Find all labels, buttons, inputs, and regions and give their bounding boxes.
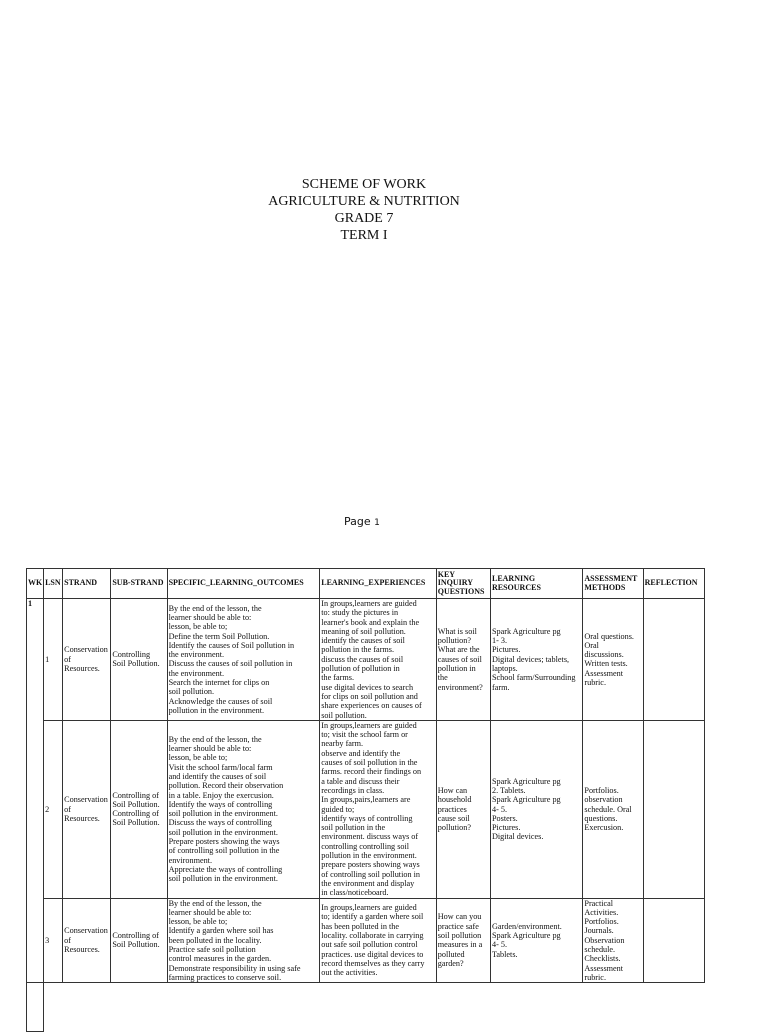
strand-cell — [63, 720, 111, 898]
questions-cell — [436, 720, 490, 898]
table-header-row — [27, 569, 705, 599]
cell-line: locality. collaborate in carrying — [321, 931, 424, 941]
cell-line: learner should be able to: — [168, 612, 252, 622]
cell-line: Resources. — [64, 813, 100, 823]
cell-line: By the end of the lesson, the — [168, 898, 262, 908]
cell-line: to: study the pictures in — [321, 608, 399, 618]
cell-line: By the end of the lesson, the — [168, 734, 262, 744]
cell-line: Spark Agriculture pg — [491, 776, 561, 786]
cell-line: to; identify a garden where soil — [321, 912, 424, 922]
cell-line: of — [64, 804, 71, 814]
assessment-cell — [583, 599, 643, 721]
cell-line: Digital devices. — [491, 832, 544, 842]
cell-line: Checklists. — [584, 954, 621, 964]
cell-line: for clips on soil pollution and — [321, 691, 418, 701]
resources-cell — [490, 898, 582, 983]
cell-line: the environment and display — [321, 878, 415, 888]
cell-line: Exercusion. — [584, 823, 624, 833]
title-line: TERM I — [340, 228, 388, 243]
cell-line: By the end of the lesson, the — [168, 603, 262, 613]
empty-cell — [44, 983, 63, 1032]
questions-cell — [436, 599, 490, 721]
cell-line: Controlling of — [112, 931, 159, 941]
empty-cell — [320, 983, 437, 1032]
cell-line: Portfolios. — [584, 785, 619, 795]
cell-line: causes of soil — [437, 654, 482, 664]
cell-line: practice safe — [437, 921, 479, 931]
reflection-cell — [643, 599, 704, 721]
cell-line: lesson, be able to; — [168, 753, 228, 763]
lesson-cell: 2 — [44, 720, 63, 898]
experiences-cell — [320, 720, 437, 898]
assessment-cell — [583, 720, 643, 898]
header-cell: STRAND — [63, 569, 111, 599]
cell-line: Discuss the causes of soil pollution in — [168, 659, 293, 669]
cell-line: Practice safe soil pollution — [168, 944, 256, 954]
cell-line: has been polluted in the — [321, 921, 400, 931]
cell-line: 1- 3. — [491, 636, 507, 646]
cell-line: of controlling soil pollution in the — [168, 846, 280, 856]
substrand-cell — [111, 898, 167, 983]
cell-line: prepare posters showing ways — [321, 860, 420, 870]
cell-line: Oral questions. — [584, 631, 634, 641]
cell-line: pollution of pollution in — [321, 664, 400, 674]
assessment-cell — [583, 898, 643, 983]
cell-line: Controlling of — [112, 790, 159, 800]
cell-line: observe and identify the — [321, 748, 401, 758]
cell-line: rubric. — [584, 972, 606, 982]
cell-line: pollution in the farms. — [321, 645, 395, 655]
header-cell: LSN — [44, 569, 63, 599]
cell-line: 4- 5. — [491, 940, 507, 950]
cell-line: soil pollution in the — [321, 823, 386, 833]
outcomes-cell — [167, 599, 320, 721]
cell-line: pollution in the environment. — [321, 851, 417, 861]
cell-line: Soil Pollution. — [112, 659, 160, 669]
cell-line: Tablets. — [491, 949, 518, 959]
cell-line: control measures in the garden. — [168, 954, 272, 964]
header-cell: SUB-STRAND — [111, 569, 167, 599]
cell-line: a table and discuss their — [321, 776, 400, 786]
cell-line: School farm/Surrounding — [491, 673, 576, 683]
table-row-continuation — [27, 983, 705, 1032]
cell-line: measures in a — [437, 940, 483, 950]
cell-line: Conservation — [64, 795, 108, 805]
cell-line: in a table. Enjoy the exercusion. — [168, 790, 274, 800]
cell-line: schedule. — [584, 944, 616, 954]
substrand-cell — [111, 599, 167, 721]
cell-line: soil pollution — [437, 931, 482, 941]
title-line: AGRICULTURE & NUTRITION — [268, 194, 460, 209]
questions-cell — [436, 898, 490, 983]
cell-line: been polluted in the locality. — [168, 935, 262, 945]
resources-cell — [490, 599, 582, 721]
cell-line: Pictures. — [491, 823, 521, 833]
cell-line: farms. record their findings on — [321, 767, 422, 777]
cell-line: Identify a garden where soil has — [168, 926, 274, 936]
cell-line: meaning of soil pollution. — [321, 626, 406, 636]
cell-line: Controlling of — [112, 809, 159, 819]
table-row — [27, 720, 705, 898]
cell-line: record themselves as they carry — [321, 958, 425, 968]
cell-line: Appreciate the ways of controlling — [168, 864, 283, 874]
cell-line: of controlling soil pollution in — [321, 869, 420, 879]
experiences-cell — [320, 599, 437, 721]
cell-line: 4- 5. — [491, 804, 507, 814]
empty-cell — [583, 983, 643, 1032]
header-cell: REFLECTION — [643, 569, 704, 599]
cell-line: farming practices to conserve soil. — [168, 972, 282, 982]
cell-line: garden? — [437, 958, 464, 968]
empty-cell — [167, 983, 320, 1032]
cell-line: out the activities. — [321, 968, 378, 978]
cell-line: use digital devices to search — [321, 682, 414, 692]
reflection-cell — [643, 898, 704, 983]
cell-line: polluted — [437, 949, 465, 959]
cell-line: guided to; — [321, 804, 355, 814]
cell-line: Activities. — [584, 907, 619, 917]
cell-line: discuss the causes of soil — [321, 654, 404, 664]
cell-line: Soil Pollution. — [112, 818, 160, 828]
cell-line: soil pollution. — [321, 710, 367, 720]
cell-line: In groups,learners are guided — [321, 599, 417, 608]
lesson-cell — [27, 983, 44, 1032]
cell-line: pollution in the environment. — [168, 705, 265, 715]
scheme-of-work-table — [26, 568, 705, 1032]
cell-line: Pictures. — [491, 645, 521, 655]
title-line: GRADE 7 — [334, 211, 394, 226]
cell-line: Conservation — [64, 645, 108, 655]
header-cell: SPECIFIC_LEARNING_OUTCOMES — [167, 569, 320, 599]
cell-line: Portfolios. — [584, 917, 619, 927]
cell-line: Oral — [584, 640, 599, 650]
cell-line: schedule. Oral — [584, 804, 632, 814]
header-cell: LEARNING_EXPERIENCES — [320, 569, 437, 599]
cell-line: Posters. — [491, 813, 518, 823]
cell-line: lesson, be able to; — [168, 622, 228, 632]
cell-line: laptops. — [491, 664, 518, 674]
cell-line: share experiences on causes of — [321, 701, 422, 711]
cell-line: environment? — [437, 682, 483, 692]
week-cell: 1 — [27, 599, 44, 983]
header-cell: LEARNING RESOURCES — [490, 569, 582, 599]
cell-line: How can — [437, 785, 468, 795]
cell-line: Garden/environment. — [491, 921, 562, 931]
cell-line: Written tests. — [584, 659, 628, 669]
outcomes-cell — [167, 720, 320, 898]
cell-line: environment. discuss ways of — [321, 832, 419, 842]
page-number: 1 — [374, 518, 380, 528]
cell-line: Controlling — [112, 650, 151, 660]
cell-line: Spark Agriculture pg — [491, 626, 561, 636]
cell-line: of — [64, 654, 71, 664]
cell-line: soil pollution in the environment. — [168, 827, 278, 837]
cell-line: Visit the school farm/local farm — [168, 762, 273, 772]
cell-line: Identify the ways of controlling — [168, 799, 273, 809]
cell-line: to; visit the school farm or — [321, 730, 408, 740]
substrand-cell — [111, 720, 167, 898]
cell-line: What is soil — [437, 626, 477, 636]
empty-cell — [436, 983, 490, 1032]
cell-line: lesson, be able to; — [168, 917, 228, 927]
cell-line: the farms. — [321, 673, 354, 683]
cell-line: What are the — [437, 645, 480, 655]
reflection-cell — [643, 720, 704, 898]
empty-cell — [490, 983, 582, 1032]
cell-line: In groups,learners are guided — [321, 903, 417, 913]
cell-line: How can you — [437, 912, 482, 922]
cell-line: rubric. — [584, 678, 606, 688]
cell-line: observation — [584, 795, 623, 805]
cell-line: learner should be able to: — [168, 744, 252, 754]
cell-line: identify ways of controlling — [321, 813, 413, 823]
cell-line: learner's book and explain the — [321, 617, 420, 627]
page-number-label — [344, 515, 380, 528]
header-cell: KEY INQUIRY QUESTIONS — [436, 569, 490, 599]
cell-line: soil pollution in the environment. — [168, 874, 278, 884]
cell-line: Digital devices; tablets, — [491, 654, 570, 664]
cell-line: Search the internet for clips on — [168, 678, 270, 688]
cell-line: recordings in class. — [321, 785, 385, 795]
cell-line: pollution in — [437, 664, 476, 674]
cell-line: the environment. — [168, 650, 225, 660]
cell-line: the environment. — [168, 668, 225, 678]
cell-line: In groups,pairs,learners are — [321, 795, 411, 805]
header-cell: ASSESSMENT METHODS — [583, 569, 643, 599]
cell-line: household — [437, 795, 472, 805]
cell-line: farm. — [491, 682, 510, 692]
cell-line: the — [437, 673, 448, 683]
cell-line: Spark Agriculture pg — [491, 795, 561, 805]
cell-line: Assessment — [584, 668, 624, 678]
resources-cell — [490, 720, 582, 898]
page-word: Page — [344, 515, 371, 528]
lesson-cell: 1 — [44, 599, 63, 721]
cell-line: Assessment — [584, 963, 624, 973]
cell-line: pollution? — [437, 823, 471, 833]
cell-line: pollution? — [437, 636, 471, 646]
table-row — [27, 599, 705, 721]
header-cell: WK — [27, 569, 44, 599]
empty-cell — [63, 983, 111, 1032]
cell-line: out safe soil pollution control — [321, 940, 418, 950]
cell-line: Journals. — [584, 926, 614, 936]
cell-line: Soil Pollution. — [112, 940, 160, 950]
cell-line: Soil Pollution. — [112, 799, 160, 809]
lesson-cell: 3 — [44, 898, 63, 983]
cell-line: discussions. — [584, 650, 624, 660]
strand-cell — [63, 599, 111, 721]
title-line: SCHEME OF WORK — [301, 177, 427, 192]
empty-cell — [111, 983, 167, 1032]
cell-line: Spark Agriculture pg — [491, 931, 561, 941]
cell-line: questions. — [584, 813, 618, 823]
cell-line: soil pollution. — [168, 687, 215, 697]
table-row — [27, 898, 705, 983]
cell-line: environment. — [168, 855, 213, 865]
cell-line: practices — [437, 804, 467, 814]
cell-line: pollution. Record their observation — [168, 781, 284, 791]
cell-line: causes of soil pollution in the — [321, 758, 418, 768]
cell-line: of — [64, 935, 71, 945]
cell-line: nearby farm. — [321, 739, 364, 749]
cell-line: practices. use digital devices to — [321, 949, 424, 959]
cell-line: 2. Tablets. — [491, 785, 526, 795]
cell-line: Prepare posters showing the ways — [168, 837, 280, 847]
cell-line: in class/noticeboard. — [321, 888, 389, 898]
cell-line: Observation — [584, 935, 625, 945]
cell-line: Discuss the ways of controlling — [168, 818, 272, 828]
cell-line: identify the causes of soil — [321, 636, 405, 646]
experiences-cell — [320, 898, 437, 983]
cell-line: Resources. — [64, 944, 100, 954]
table-body — [27, 599, 705, 1032]
cell-line: Define the term Soil Pollution. — [168, 631, 270, 641]
cell-line: and identify the causes of soil — [168, 771, 267, 781]
cell-line: learner should be able to: — [168, 907, 252, 917]
document-title — [0, 176, 728, 244]
outcomes-cell — [167, 898, 320, 983]
strand-cell — [63, 898, 111, 983]
cell-line: Identify the causes of Soil pollution in — [168, 640, 295, 650]
cell-line: Resources. — [64, 664, 100, 674]
cell-line: Conservation — [64, 926, 108, 936]
cell-line: Demonstrate responsibility in using safe — [168, 963, 301, 973]
cell-line: Acknowledge the causes of soil — [168, 696, 273, 706]
cell-line: soil pollution in the environment. — [168, 809, 278, 819]
cell-line: controlling controlling soil — [321, 841, 410, 851]
cell-line: In groups,learners are guided — [321, 720, 417, 730]
cell-line: cause soil — [437, 813, 470, 823]
cell-line: Practical — [584, 898, 614, 908]
